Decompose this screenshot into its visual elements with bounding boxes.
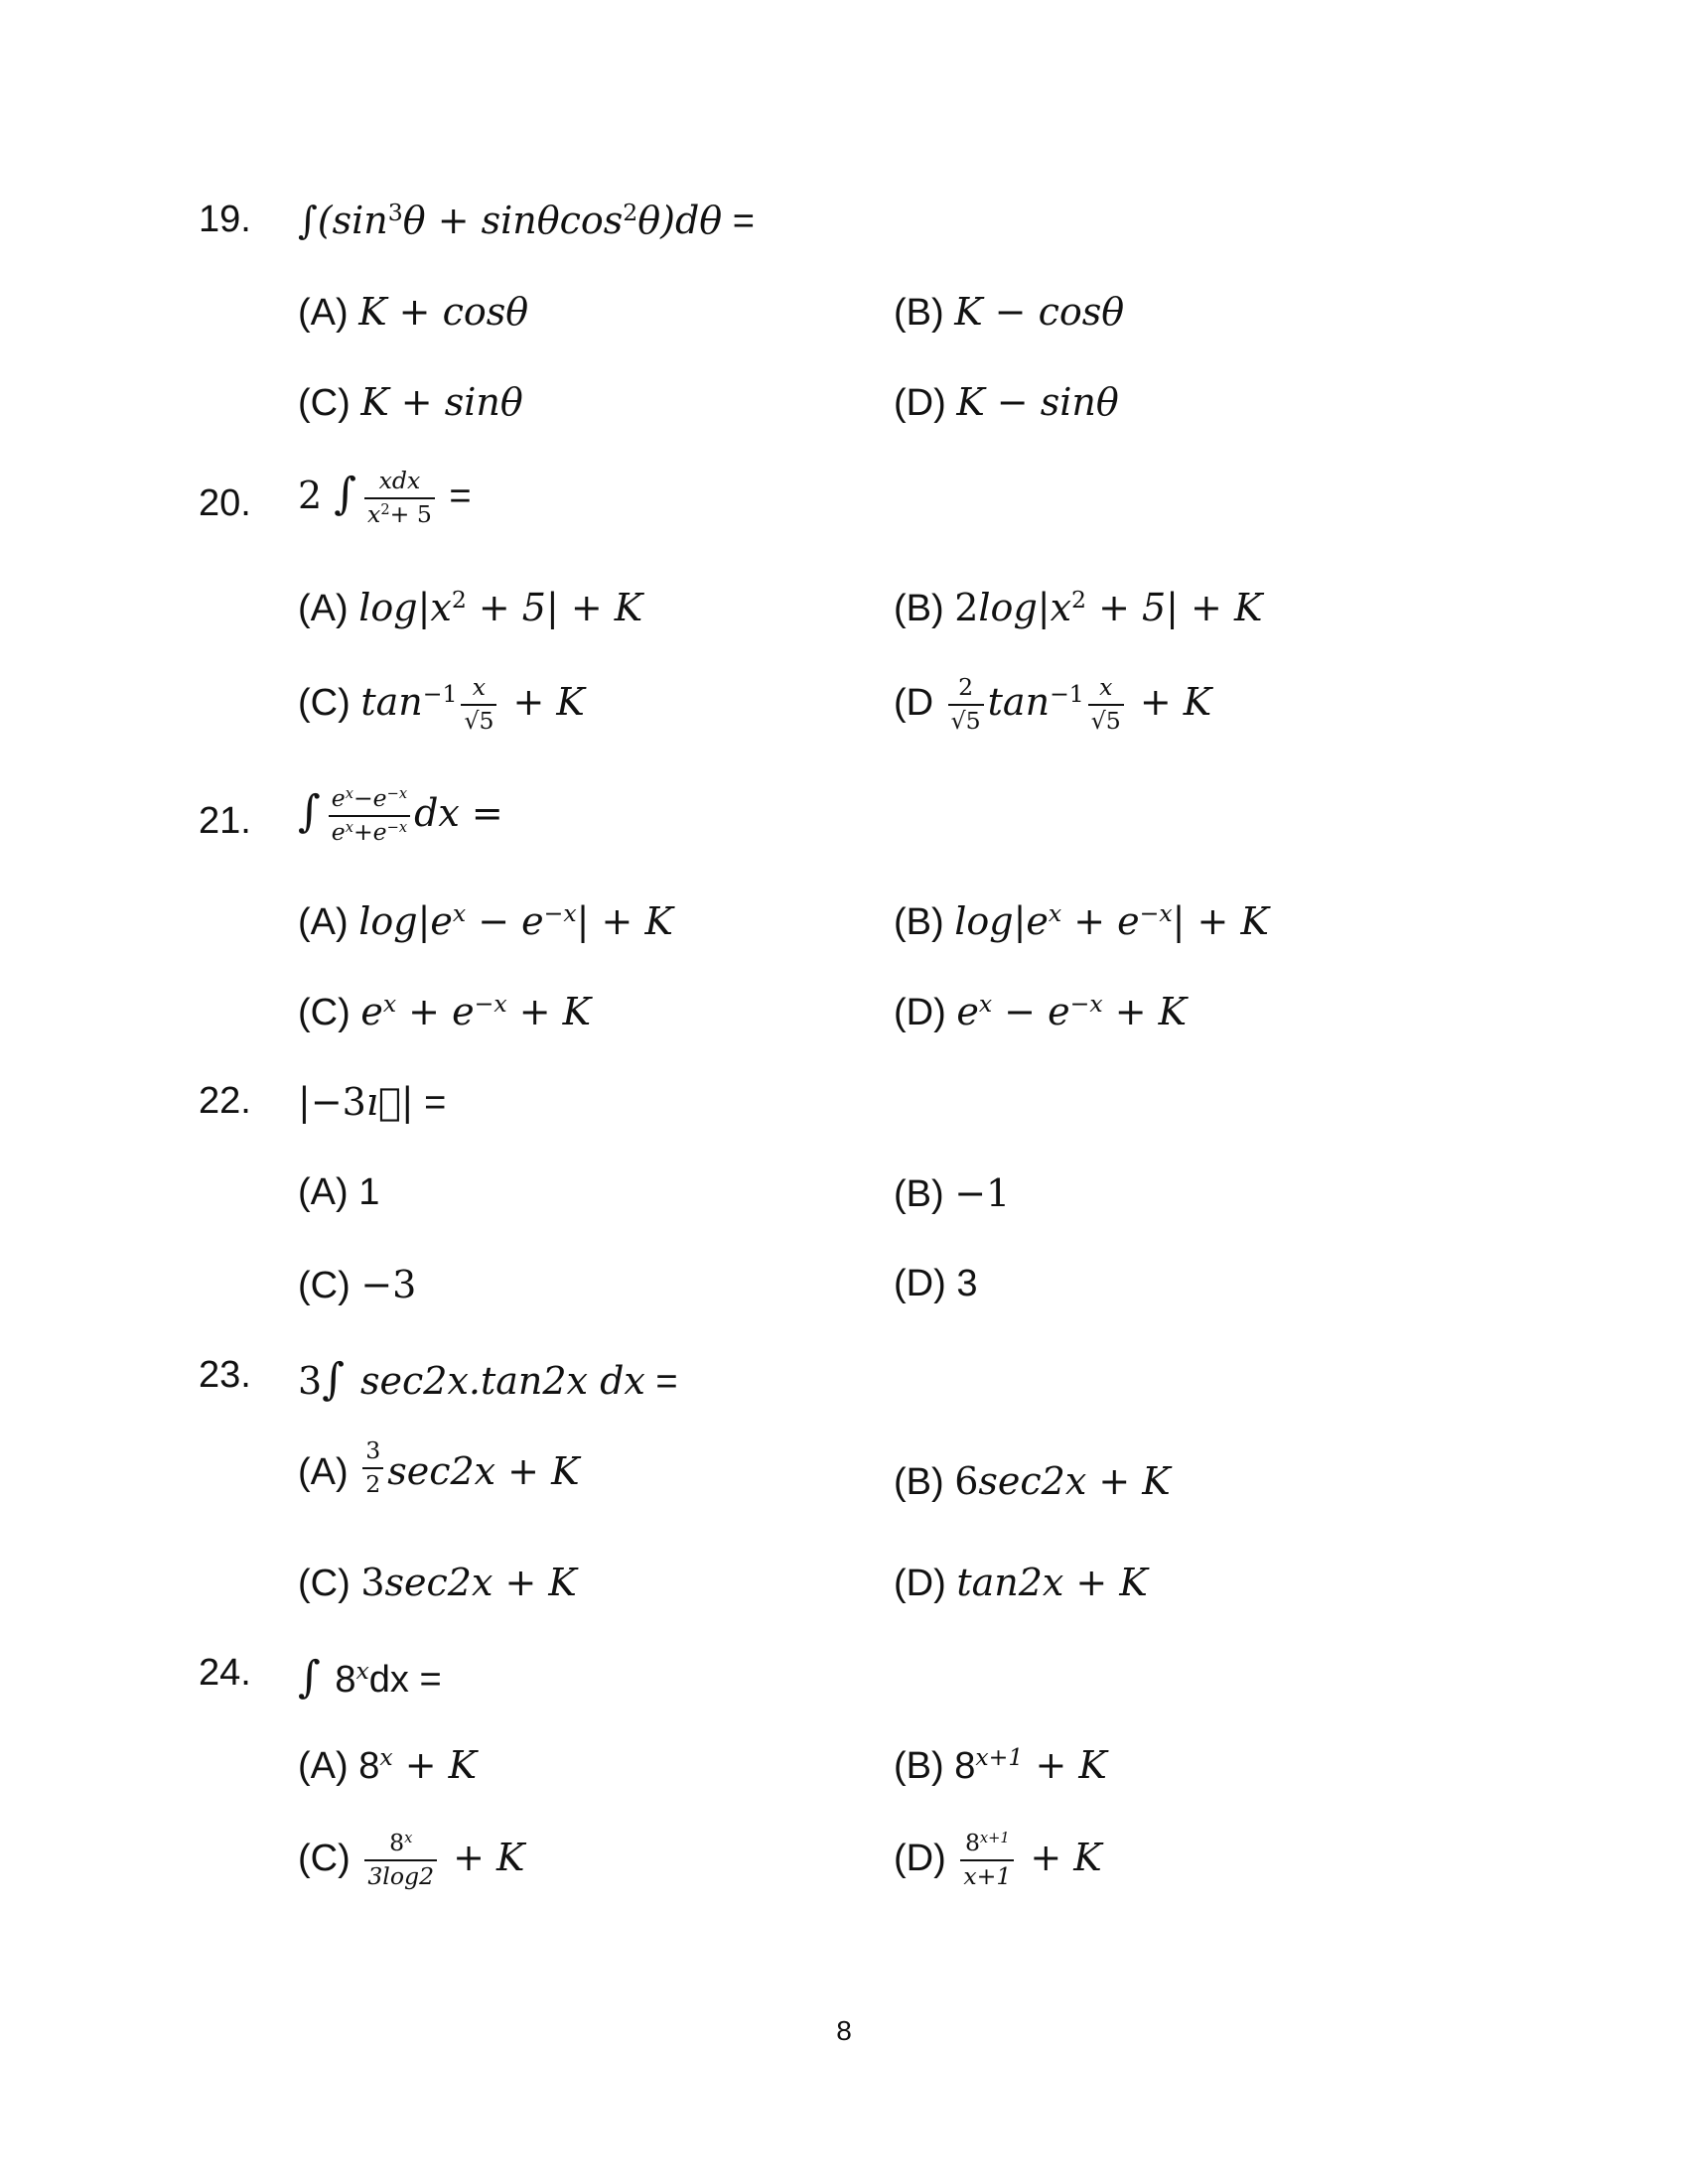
option-23c: (C) 3sec2x + K — [298, 1561, 577, 1604]
question-number: 23. — [199, 1354, 251, 1396]
option-24b: (B) $8^{x+1} + K$ — [894, 1743, 1107, 1787]
question-number: 22. — [199, 1080, 251, 1122]
page-number: 8 — [836, 2015, 852, 2046]
option-23a: (A) $\frac{3}{2}$ sec2x + K — [298, 1436, 580, 1498]
question-expression: ∫ $\frac{e^x-e^{-x}}{e^x+e^{-x}}$ dx = — [298, 784, 503, 846]
option-21c: (C) $e^x + e^{-x} + K$ — [298, 990, 591, 1033]
option-23b: (B) 6sec2x + K — [894, 1459, 1171, 1503]
question-expression: |−3ı⃗| = — [298, 1080, 447, 1124]
option-22d: (D) 3 — [894, 1263, 978, 1304]
option-24c: (C) $\frac{8^x}{3\log 2}$ + K — [298, 1829, 525, 1890]
option-22a: (A) 1 — [298, 1171, 380, 1213]
vector-i: ı⃗ — [365, 1080, 401, 1124]
question-expression: 2 ∫ $\frac{\text{xdx}}{x^2+ 5}$ = — [298, 467, 472, 528]
option-19b: (B) K − cosθ — [894, 290, 1125, 334]
question-number: 21. — [199, 800, 251, 842]
question-expression: ∫ $8^xdx$ = — [298, 1652, 442, 1703]
option-20d: (D $\frac{2}{√5}$ $\tan^{-1}$ $\frac{x}{√5}$ + K — [894, 673, 1212, 735]
option-19d: (D) K − sinθ — [894, 380, 1119, 424]
option-24d: (D) $\frac{8^{x+1}}{x+1}$ + K — [894, 1829, 1102, 1890]
option-21d: (D) $e^x - e^{-x} + K$ — [894, 990, 1187, 1033]
option-22c: (C) −3 — [298, 1263, 417, 1306]
question-expression: 3∫ sec2x.tan2x dx = — [298, 1354, 678, 1405]
question-expression: $\int(\sin^3\theta + \sin\theta\cos^2\theta)d\theta$ = — [298, 199, 755, 242]
question-number: 24. — [199, 1652, 251, 1694]
option-20b: (B) $2\log|x^2 + 5| + K$ — [894, 586, 1263, 629]
option-20a: (A) $\log|x^2 + 5| + K$ — [298, 586, 643, 629]
option-19a: (A) K + cosθ — [298, 290, 529, 334]
option-19c: (C) K + sinθ — [298, 380, 523, 424]
option-21a: (A) $\log|e^x - e^{-x}| + K$ — [298, 899, 673, 943]
option-22b: (B) −1 — [894, 1171, 1011, 1215]
question-number: 20. — [199, 482, 251, 524]
option-24a: (A) $8^x + K$ — [298, 1743, 478, 1787]
option-21b: (B) $\log|e^x + e^{-x}| + K$ — [894, 899, 1269, 943]
question-number: 19. — [199, 199, 251, 240]
option-23d: (D) tan2x + K — [894, 1561, 1148, 1604]
option-20c: (C) $\tan^{-1}$ $\frac{x}{√5}$ + K — [298, 673, 585, 735]
